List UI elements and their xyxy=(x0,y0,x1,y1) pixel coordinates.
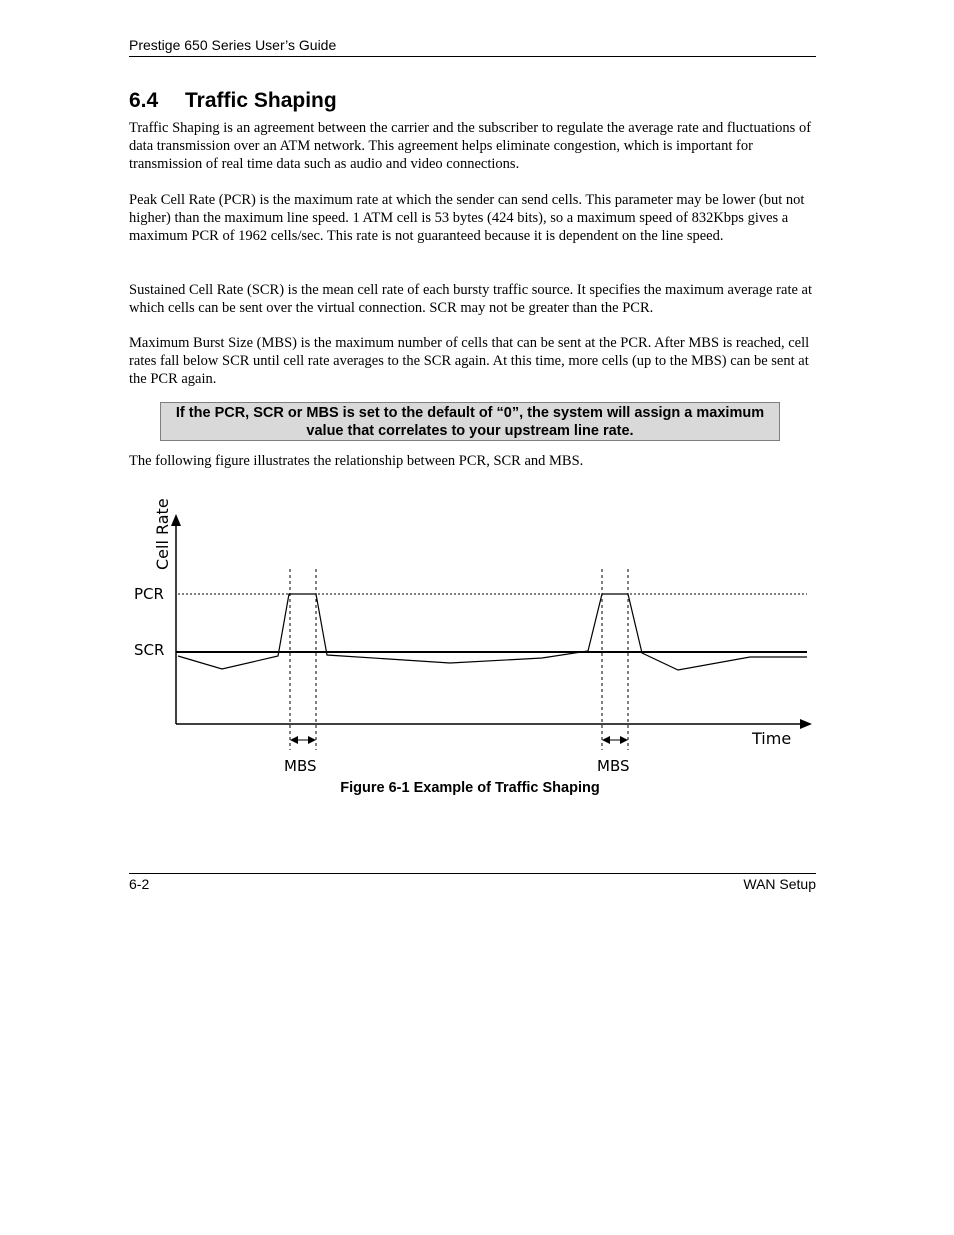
page-footer xyxy=(129,873,816,892)
note-text: If the PCR, SCR or MBS is set to the default of “0”, the system will assign a maximum value that correlates to your upstream line rate. xyxy=(175,405,765,439)
pcr-label: PCR xyxy=(134,585,164,603)
scr-label: SCR xyxy=(134,641,165,659)
mbs-label-2: MBS xyxy=(597,757,630,775)
paragraph-pcr: Peak Cell Rate (PCR) is the maximum rate at which the sender can send cells. This parameter may be lower (but not higher) than the maximum line speed. 1 ATM cell is 53 bytes (424 bits), so a maximum speed of 832Kbps gives a maximum PCR of 1962 cells/sec. This rate is not guaranteed because it is dependent on the line speed. xyxy=(129,192,805,244)
cell-rate-curve xyxy=(178,594,807,670)
paragraph-mbs: Maximum Burst Size (MBS) is the maximum number of cells that can be sent at the PCR. After MBS is reached, cell rates fall below SCR until cell rate averages to the SCR again. At this time, more cells (up to the MBS) can be sent at the PCR again. xyxy=(129,335,810,387)
figure-caption: Figure 6-1 Example of Traffic Shaping xyxy=(340,780,600,796)
header-title: Prestige 650 Series User’s Guide xyxy=(129,37,337,53)
page-number: 6-2 xyxy=(129,876,150,892)
section-number: 6.4 xyxy=(129,89,159,112)
y-axis-label: Cell Rate xyxy=(153,498,172,570)
chapter-name: WAN Setup xyxy=(743,876,816,892)
paragraph-traffic-shaping: Traffic Shaping is an agreement between the carrier and the subscriber to regulate the average rate and fluctuations of data transmission over an ATM network. This agreement helps eliminate congestion, which is important for transmission of real time data such as audio and video connections. xyxy=(129,120,812,172)
paragraph-scr: Sustained Cell Rate (SCR) is the mean cell rate of each bursty traffic source. It specifies the maximum average rate at which cells can be sent over the virtual connection. SCR may not be greater than the PCR. xyxy=(129,282,813,316)
x-axis-label: Time xyxy=(752,729,792,748)
section-title: Traffic Shaping xyxy=(185,89,337,112)
figure-intro: The following figure illustrates the relationship between PCR, SCR and MBS. xyxy=(129,453,584,469)
mbs-label-1: MBS xyxy=(284,757,317,775)
